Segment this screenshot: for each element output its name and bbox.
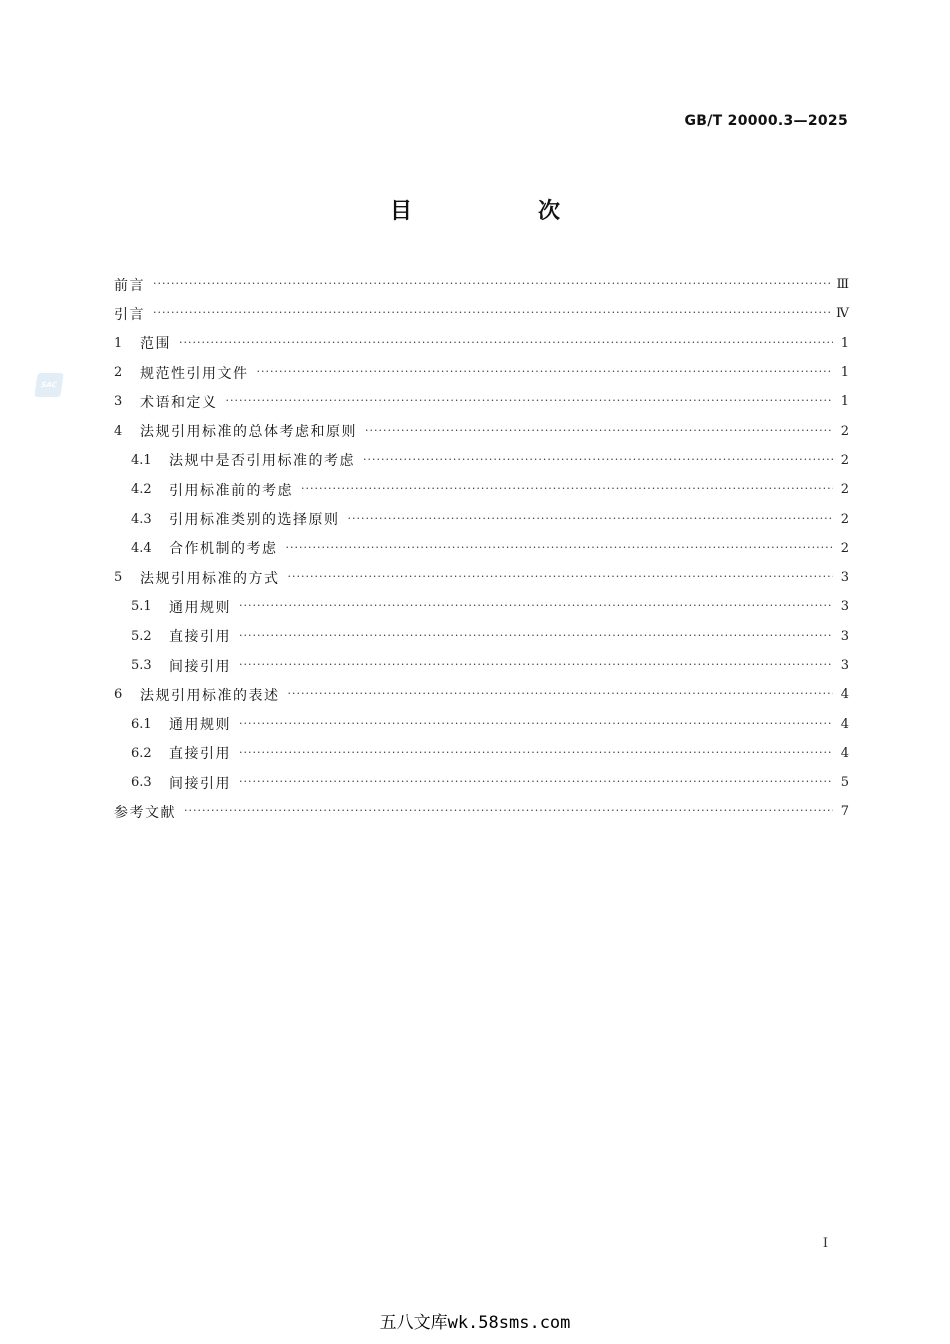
page-title: 目 次: [389, 199, 612, 224]
toc-leader-dots: [288, 687, 834, 700]
toc-entry-number: 5.2: [131, 628, 152, 644]
toc-entry-label: 范围: [140, 336, 171, 353]
toc-leader-dots: [257, 365, 834, 378]
table-of-contents: [114, 270, 849, 827]
toc-entry-page: 7: [840, 804, 849, 820]
toc-entry-number: 6.2: [131, 745, 152, 761]
toc-entry-page: 3: [840, 570, 849, 586]
toc-entry[interactable]: [114, 709, 849, 738]
toc-entry[interactable]: [114, 651, 849, 680]
toc-leader-dots: [239, 629, 833, 642]
toc-entry-number: 5.1: [131, 599, 152, 615]
toc-leader-dots: [179, 336, 833, 349]
toc-entry-label: 引言: [114, 306, 145, 323]
toc-leader-dots: [226, 394, 834, 407]
toc-leader-dots: [239, 599, 833, 612]
toc-entry-page: Ⅲ: [836, 277, 849, 293]
toc-leader-dots: [239, 717, 833, 730]
toc-entry-number: 5.3: [131, 658, 152, 673]
toc-entry-page: 4: [840, 745, 849, 761]
toc-entry-page: 3: [840, 628, 849, 644]
toc-entry-page: Ⅳ: [836, 306, 849, 322]
toc-entry[interactable]: [114, 446, 849, 475]
toc-leader-dots: [239, 658, 833, 671]
toc-entry[interactable]: [114, 475, 849, 504]
toc-entry-page: 2: [840, 452, 849, 468]
toc-entry-page: 4: [840, 716, 849, 732]
toc-entry-number: 6.3: [131, 775, 152, 791]
toc-entry[interactable]: [114, 270, 849, 299]
toc-entry-label: 法规引用标准的总体考虑和原则: [140, 424, 357, 441]
toc-entry-label: 间接引用: [169, 775, 231, 792]
toc-entry[interactable]: [114, 534, 849, 563]
toc-entry[interactable]: [114, 622, 849, 651]
toc-entry-page: 2: [840, 423, 849, 439]
toc-entry-page: 1: [840, 365, 849, 381]
toc-entry[interactable]: [114, 739, 849, 768]
toc-entry-label: 前言: [114, 277, 145, 294]
toc-entry[interactable]: [114, 387, 849, 416]
toc-entry[interactable]: [114, 680, 849, 709]
toc-leader-dots: [153, 277, 830, 290]
toc-entry-label: 通用规则: [169, 599, 231, 616]
toc-entry-label: 通用规则: [169, 717, 231, 734]
toc-entry[interactable]: [114, 592, 849, 621]
toc-leader-dots: [348, 512, 834, 525]
toc-entry-label: 直接引用: [169, 629, 231, 646]
toc-entry-number: 4.1: [131, 452, 152, 468]
toc-entry-page: 5: [840, 775, 849, 791]
toc-entry-label: 术语和定义: [140, 394, 218, 411]
footer-watermark: 五八文库wk.58sms.com: [379, 1313, 571, 1333]
toc-leader-dots: [239, 746, 833, 759]
toc-entry-number: 4.4: [131, 540, 152, 556]
toc-leader-dots: [286, 541, 834, 554]
toc-entry[interactable]: [114, 416, 849, 445]
toc-entry-number: 1: [114, 335, 123, 351]
toc-entry-number: 3: [114, 394, 123, 410]
toc-entry-number: 2: [114, 365, 123, 381]
toc-entry-number: 4: [114, 423, 123, 439]
toc-entry-page: 3: [840, 658, 849, 673]
toc-entry-label: 合作机制的考虑: [169, 541, 278, 558]
toc-entry-page: 2: [840, 540, 849, 556]
toc-entry-page: 3: [840, 599, 849, 615]
toc-entry-number: 6: [114, 687, 123, 703]
toc-leader-dots: [365, 424, 833, 437]
toc-leader-dots: [363, 453, 833, 466]
toc-entry-label: 法规引用标准的表述: [140, 687, 280, 704]
toc-leader-dots: [301, 482, 833, 495]
toc-leader-dots: [184, 804, 833, 817]
toc-entry-page: 2: [840, 511, 849, 527]
toc-entry-page: 1: [840, 335, 849, 351]
toc-entry[interactable]: [114, 329, 849, 358]
toc-entry[interactable]: [114, 299, 849, 328]
toc-entry[interactable]: [114, 504, 849, 533]
toc-leader-dots: [288, 570, 834, 583]
sac-logo: [34, 373, 63, 397]
page-folio: I: [822, 1236, 828, 1251]
toc-entry-label: 规范性引用文件: [140, 365, 249, 382]
toc-entry[interactable]: [114, 768, 849, 797]
toc-entry-label: 间接引用: [169, 658, 231, 675]
toc-leader-dots: [239, 775, 833, 788]
toc-entry-number: 6.1: [131, 716, 152, 732]
toc-entry-label: 直接引用: [169, 746, 231, 763]
sac-logo-text: SAC: [40, 381, 58, 389]
toc-entry[interactable]: [114, 358, 849, 387]
toc-entry[interactable]: [114, 797, 849, 826]
toc-entry[interactable]: [114, 563, 849, 592]
toc-entry-label: 法规引用标准的方式: [140, 570, 280, 587]
toc-entry-page: 2: [840, 482, 849, 498]
toc-entry-label: 法规中是否引用标准的考虑: [169, 453, 355, 470]
standard-code: GB/T 20000.3—2025: [684, 113, 848, 129]
toc-entry-label: 引用标准类别的选择原则: [169, 512, 340, 529]
toc-entry-label: 参考文献: [114, 804, 176, 821]
toc-entry-label: 引用标准前的考虑: [169, 482, 293, 499]
toc-entry-page: 1: [840, 394, 849, 410]
toc-entry-number: 4.3: [131, 511, 152, 527]
toc-entry-number: 4.2: [131, 482, 152, 498]
toc-entry-page: 4: [840, 687, 849, 703]
toc-leader-dots: [153, 306, 830, 319]
toc-entry-number: 5: [114, 570, 123, 586]
